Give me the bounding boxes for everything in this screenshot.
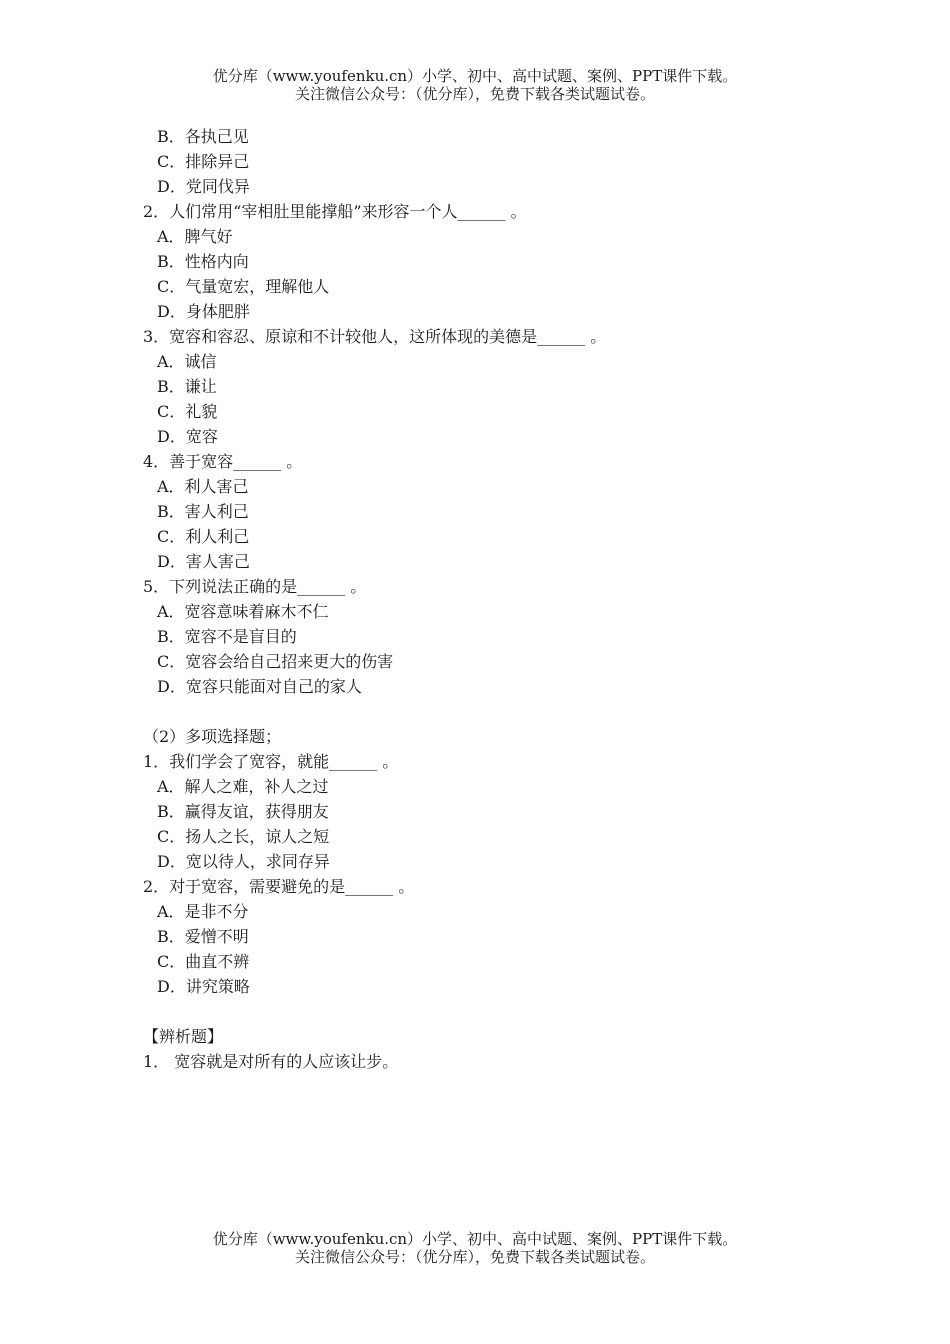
answer-option: A．脾气好 (157, 227, 233, 246)
question-line: 5．下列说法正确的是______ 。 (143, 577, 367, 596)
blank-line (143, 999, 843, 1024)
answer-option: B．宽容不是盲目的 (157, 627, 297, 646)
answer-option: C．扬人之长，谅人之短 (157, 827, 330, 846)
answer-option: D．害人害己 (157, 552, 250, 571)
footer-line-2: 关注微信公众号：（优分库），免费下载各类试题试卷。 (294, 1248, 655, 1266)
answer-option: B．爱憎不明 (157, 927, 249, 946)
question-line: 4．善于宽容______ 。 (143, 452, 303, 471)
answer-option: B．性格内向 (157, 252, 249, 271)
answer-option: B．谦让 (157, 377, 217, 396)
answer-option: C．礼貌 (157, 402, 218, 421)
header-line-1: 优分库（www.youfenku.cn）小学、初中、高中试题、案例、PPT课件下载。 (212, 67, 738, 85)
question-line: 【辨析题】 (143, 1027, 224, 1046)
question-line: 2．人们常用“宰相肚里能撑船”来形容一个人______ 。 (143, 202, 527, 221)
answer-option: A．利人害己 (157, 477, 249, 496)
question-line: （2）多项选择题； (143, 727, 282, 746)
header-line-2: 关注微信公众号：（优分库），免费下载各类试题试卷。 (294, 85, 655, 103)
answer-option: D．宽容 (157, 427, 218, 446)
answer-option: A．是非不分 (157, 902, 249, 921)
answer-option: A．宽容意味着麻木不仁 (157, 602, 329, 621)
answer-option: C．宽容会给自己招来更大的伤害 (157, 652, 394, 671)
question-line: 1．我们学会了宽容，就能______ 。 (143, 752, 399, 771)
answer-option: A．诚信 (157, 352, 217, 371)
page-header (0, 67, 950, 103)
question-line: 2．对于宽容，需要避免的是______ 。 (143, 877, 415, 896)
answer-option: C．气量宽宏，理解他人 (157, 277, 330, 296)
answer-option: C．排除异己 (157, 152, 250, 171)
question-line: 1． 宽容就是对所有的人应该让步。 (143, 1052, 399, 1071)
answer-option: C．曲直不辨 (157, 952, 250, 971)
page-footer (0, 1230, 950, 1266)
answer-option: D．宽以待人，求同存异 (157, 852, 330, 871)
document-body (143, 124, 843, 1074)
answer-option: C．利人利己 (157, 527, 250, 546)
answer-option: A．解人之难，补人之过 (157, 777, 329, 796)
answer-option: B．各执己见 (157, 127, 249, 146)
answer-option: D．讲究策略 (157, 977, 250, 996)
question-line: 3．宽容和容忍、原谅和不计较他人，这所体现的美德是______ 。 (143, 327, 607, 346)
answer-option: D．身体肥胖 (157, 302, 250, 321)
answer-option: B．害人利己 (157, 502, 249, 521)
answer-option: B．赢得友谊，获得朋友 (157, 802, 329, 821)
answer-option: D．党同伐异 (157, 177, 250, 196)
footer-line-1: 优分库（www.youfenku.cn）小学、初中、高中试题、案例、PPT课件下载。 (212, 1230, 738, 1248)
blank-line (143, 699, 843, 724)
answer-option: D．宽容只能面对自己的家人 (157, 677, 362, 696)
